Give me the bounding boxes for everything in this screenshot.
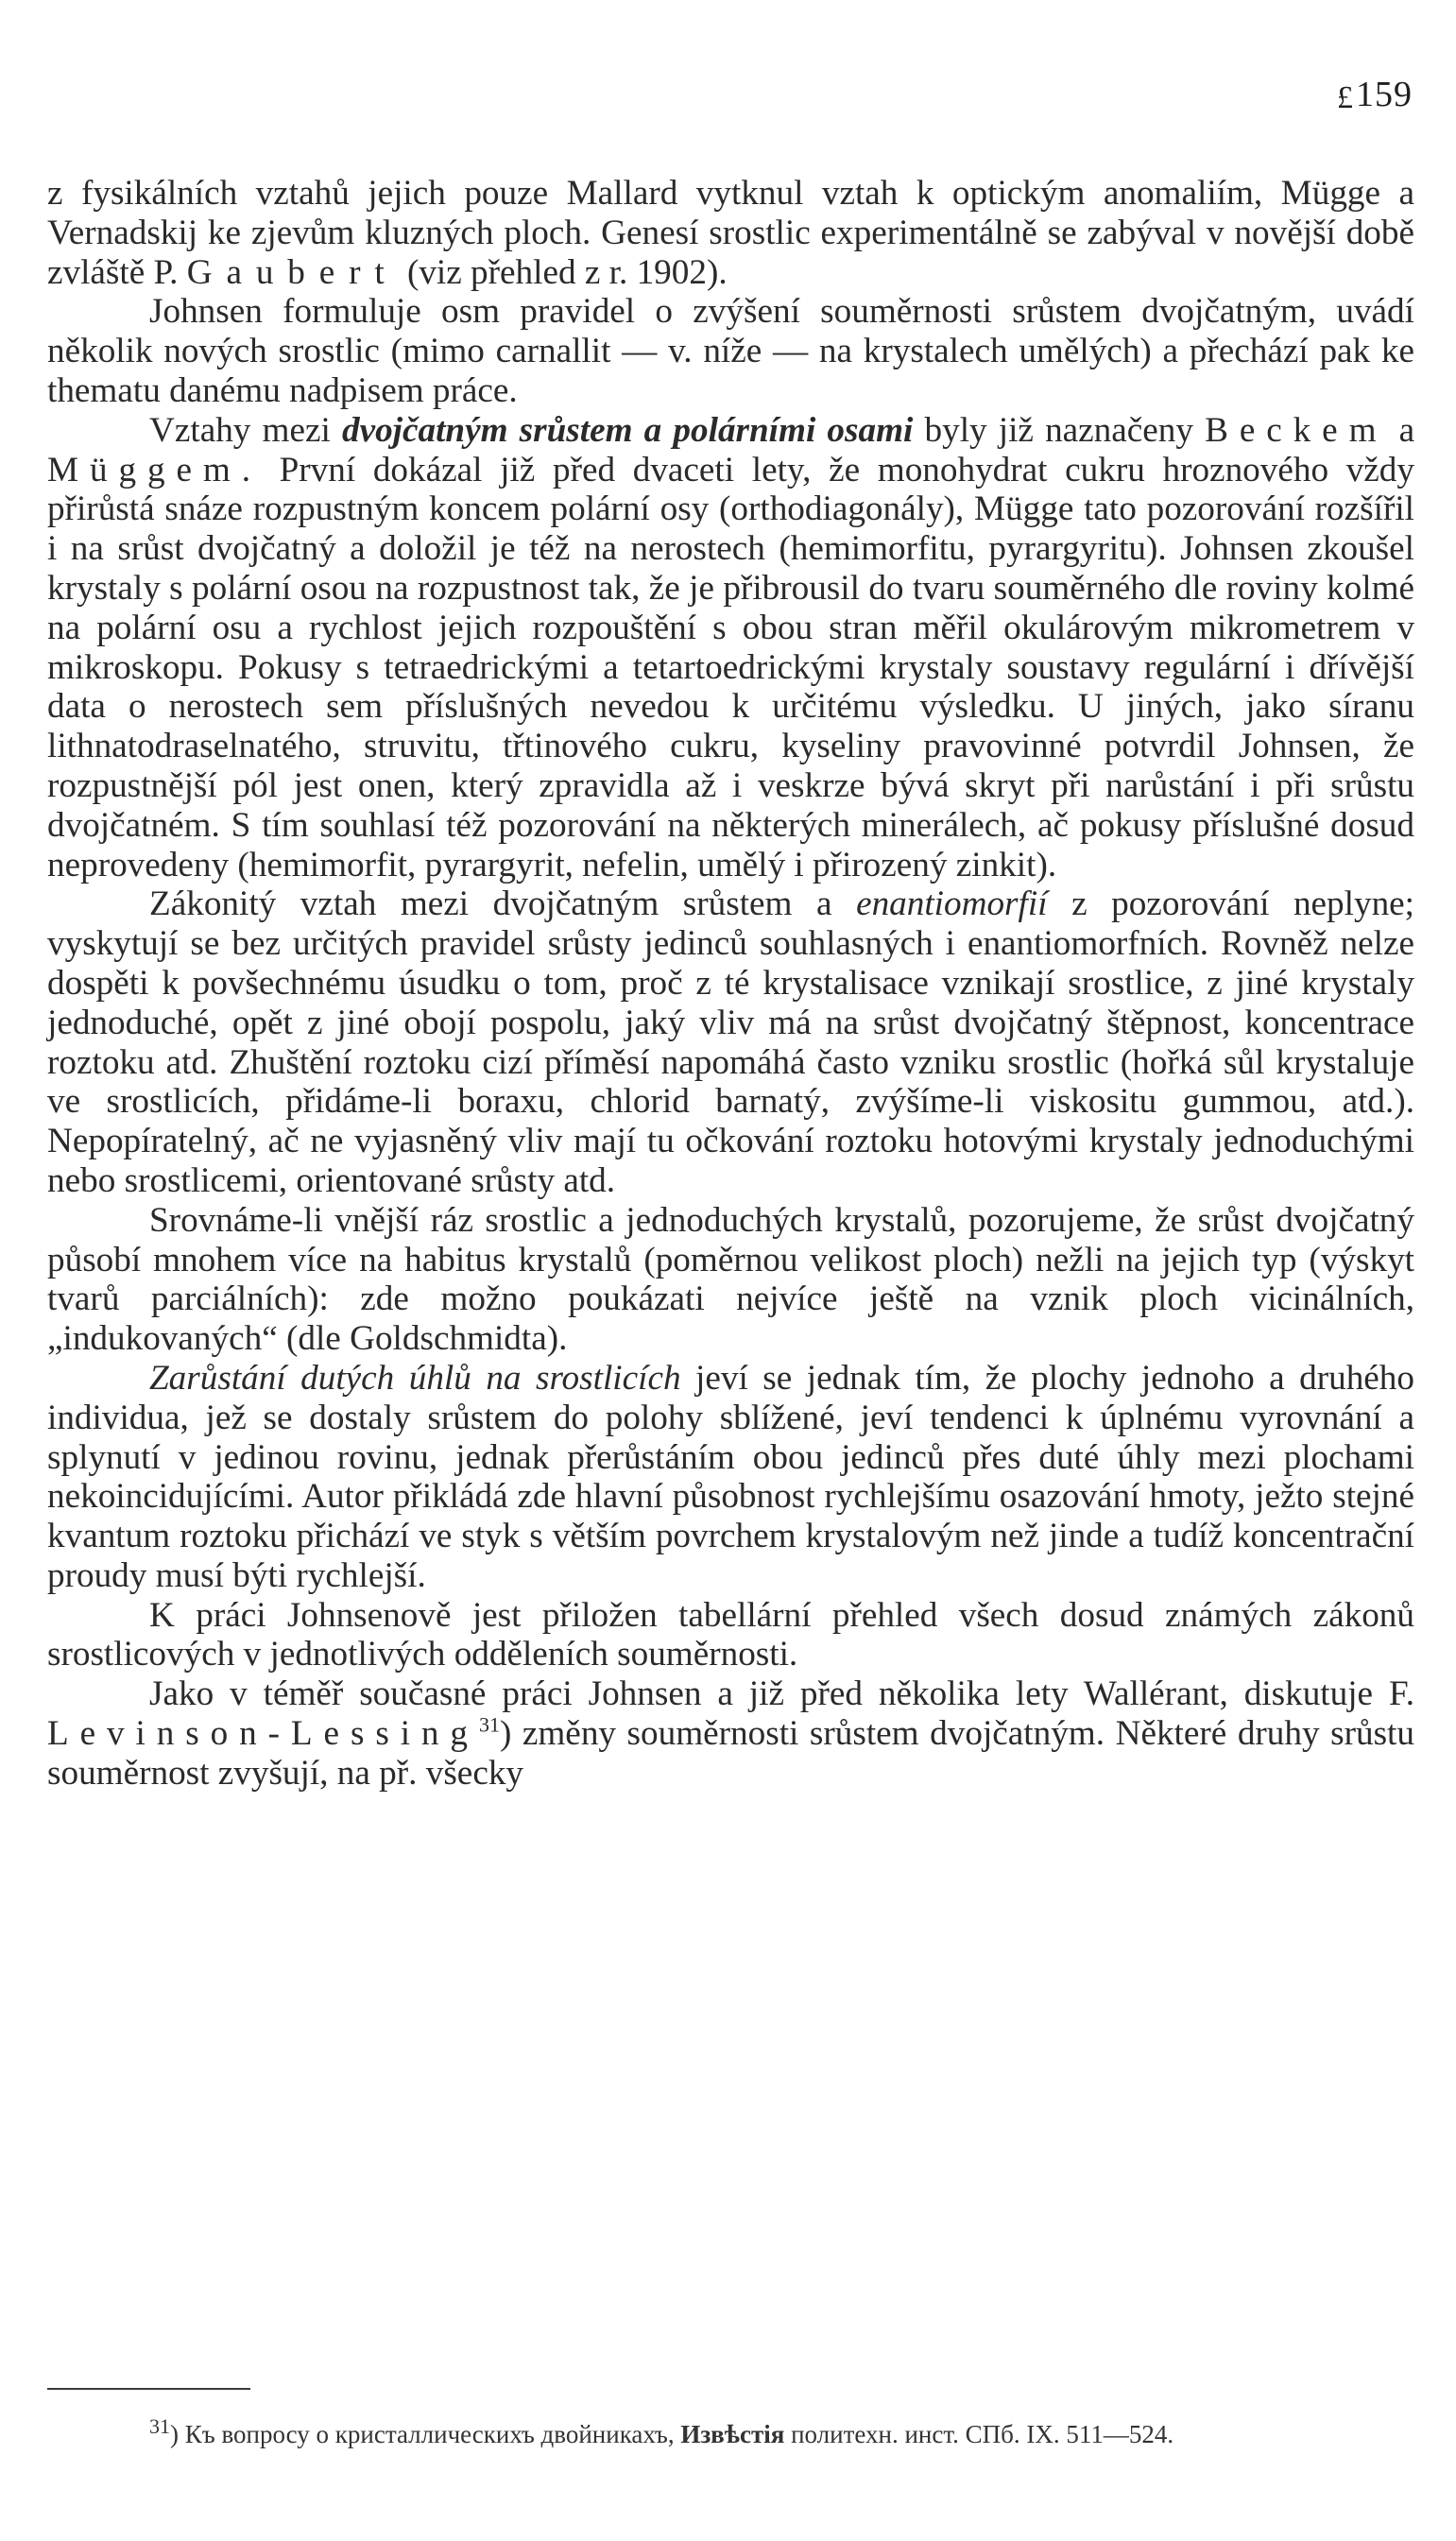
paragraph-6-rest: jeví se jednak tím, že plochy jednoho a druhého individua, jež se dostaly srůstem do polohy sblížené, jeví tendenci k úplnému vyrovnání a splynutí v jedinou rovinu, jednak přerůstáním obou jedinců přes duté úhly mezi plochami nekoincidujícími. Autor přikládá zde hlavní působnost rychlejšímu osazování hmoty, ježto stejné kvantum roztoku přichází ve styk s větším povrchem krystalovým než jinde a tudíž koncentrační proudy musí býti rychlejší.	[47, 1358, 1414, 1595]
author-name-beck: Beckem	[1205, 410, 1388, 450]
paragraph-3	[47, 411, 1414, 885]
paragraph-5: Srovnáme-li vnější ráz srostlic a jednoduchých krystalů, pozorujeme, že srůst dvojčatný působí mnohem více na habitus krystalů (poměrnou velikost ploch) nežli na jejich typ (výskyt tvarů parciálních): zde možno poukázati nejvíce ještě na vznik ploch vicinálních, „indukovaných“ (dle Goldschmidta).	[47, 1200, 1414, 1359]
paragraph-1	[47, 174, 1414, 292]
emphasis-enantiomorphy: enantiomorfií	[856, 884, 1048, 924]
paragraph-8-rest: ) změny souměrnosti srůstem dvojčatným. Některé druhy srůstu souměrnost zvyšují, na př. všecky	[47, 1714, 1414, 1793]
page-number	[1337, 74, 1413, 116]
page-number-mark: £	[1337, 80, 1354, 115]
paragraph-1-text: z fysikálních vztahů jejich pouze Mallard vytknul vztah k optickým anomaliím, Mügge a Vernadskij ke zjevům kluzných ploch. Genesí srostlic experimentálně se zabýval v novější době zvláště P.	[47, 174, 1414, 292]
paragraph-3-and: a	[1398, 410, 1415, 450]
footnote-divider	[47, 2388, 250, 2390]
author-name-levinson-lessing: Levinson-Lessing	[47, 1714, 479, 1754]
paragraph-4-rest: z pozorování neplyne; vyskytují se bez určitých pravidel srůsty jedinců souhlasných i enantiomorfních. Rovněž nelze dospěti k povšechnému úsudku o tom, proč z té krystalisace vznikají srostlice, z jiné krystaly jednoduché, opět z jiné obojí pospolu, jaký vliv má na srůst dvojčatný štěpnost, koncentrace roztoku atd. Zhuštění roztoku cizí příměsí napomáhá často vzniku srostlic (hořká sůl krystaluje ve srostlicích, přidáme-li boraxu, chlorid barnatý, zvýšíme-li viskositu gummou, atd.). Nepopíratelný, ač ne vyjasněný vliv mají tu očkování roztoku hotovými krystaly jednoduchými nebo srostlicemi, orientované srůsty atd.	[47, 884, 1414, 1200]
footnote-reference: 31	[478, 1712, 500, 1737]
footnote-journal: Извѣстія	[680, 2420, 785, 2448]
author-name-mugge: Müggem.	[47, 450, 262, 489]
footnote-text: ) Къ вопросу о кристаллическихъ двойникахъ,	[170, 2420, 675, 2448]
footnote	[47, 2415, 1414, 2453]
footnote-line	[47, 2415, 1414, 2453]
paragraph-3-rest: První dokázal již před dvaceti lety, že monohydrat cukru hroznového vždy přirůstá snáze rozpustným koncem polární osy (orthodiagonály), Mügge tato pozorování rozšířil i na srůst dvojčatný a doložil je též na nerostech (hemimorfitu, pyrargyritu). Johnsen zkoušel krystaly s polární osou na rozpustnost tak, že je přibrousil do tvaru souměrného dle roviny kolmé na polární osu a rychlost jejich rozpouštění s obou stran měřil okulárovým mikrometrem v mikroskopu. Pokusy s tetraedrickými a tetartoedrickými krystaly soustavy regulární i dřívější data o nerostech sem příslušných nevedou k určitému výsledku. U jiných, jako síranu lithnatodraselnatého, struvitu, třtinového cukru, kyseliny pravovinné potvrdil Johnsen, že rozpustnější pól jest onen, který zpravidla až i veskrze bývá skryt při narůstání i při srůstu dvojčatném. S tím souhlasí též pozorování na některých minerálech, ač pokusy příslušné dosud neprovedeny (hemimorfit, pyrargyrit, nefelin, umělý i přirozený zinkit).	[47, 450, 1414, 884]
paragraph-3-lead: Vztahy mezi	[149, 410, 331, 450]
footnote-marker: 31	[149, 2414, 170, 2438]
footnote-tail: политехн. инст. СПб. IX. 511—524.	[791, 2420, 1174, 2448]
paragraph-1-tail: (viz přehled z r. 1902).	[406, 252, 728, 292]
author-name-gaubert: Gaubert	[186, 252, 399, 292]
paragraph-4-lead: Zákonitý vztah mezi dvojčatným srůstem a	[149, 884, 832, 924]
paragraph-2: Johnsen formuluje osm pravidel o zvýšení souměrnosti srůstem dvojčatným, uvádí několik nových srostlic (mimo carnallit — v. níže — na krystalech umělých) a přechází pak ke thematu danému nadpisem práce.	[47, 292, 1414, 410]
paragraph-4	[47, 884, 1414, 1200]
emphasis-polar-axes: dvojčatným srůstem a polárními osami	[341, 410, 914, 450]
paragraph-6	[47, 1359, 1414, 1596]
paragraph-7: K práci Johnsenově jest přiložen tabellární přehled všech dosud známých zákonů srostlicových v jednotlivých odděleních souměrnosti.	[47, 1595, 1414, 1674]
paragraph-8-lead: Jako v téměř současné práci Johnsen a již před několika lety Wallérant, diskutuje F.	[149, 1674, 1414, 1714]
paragraph-8	[47, 1674, 1414, 1793]
paragraph-3-mid: byly již naznačeny	[924, 410, 1193, 450]
page-number-value: 159	[1356, 75, 1413, 114]
body-text	[47, 174, 1414, 1794]
emphasis-hollow-angles: Zarůstání dutých úhlů na srostlicích	[149, 1358, 681, 1398]
